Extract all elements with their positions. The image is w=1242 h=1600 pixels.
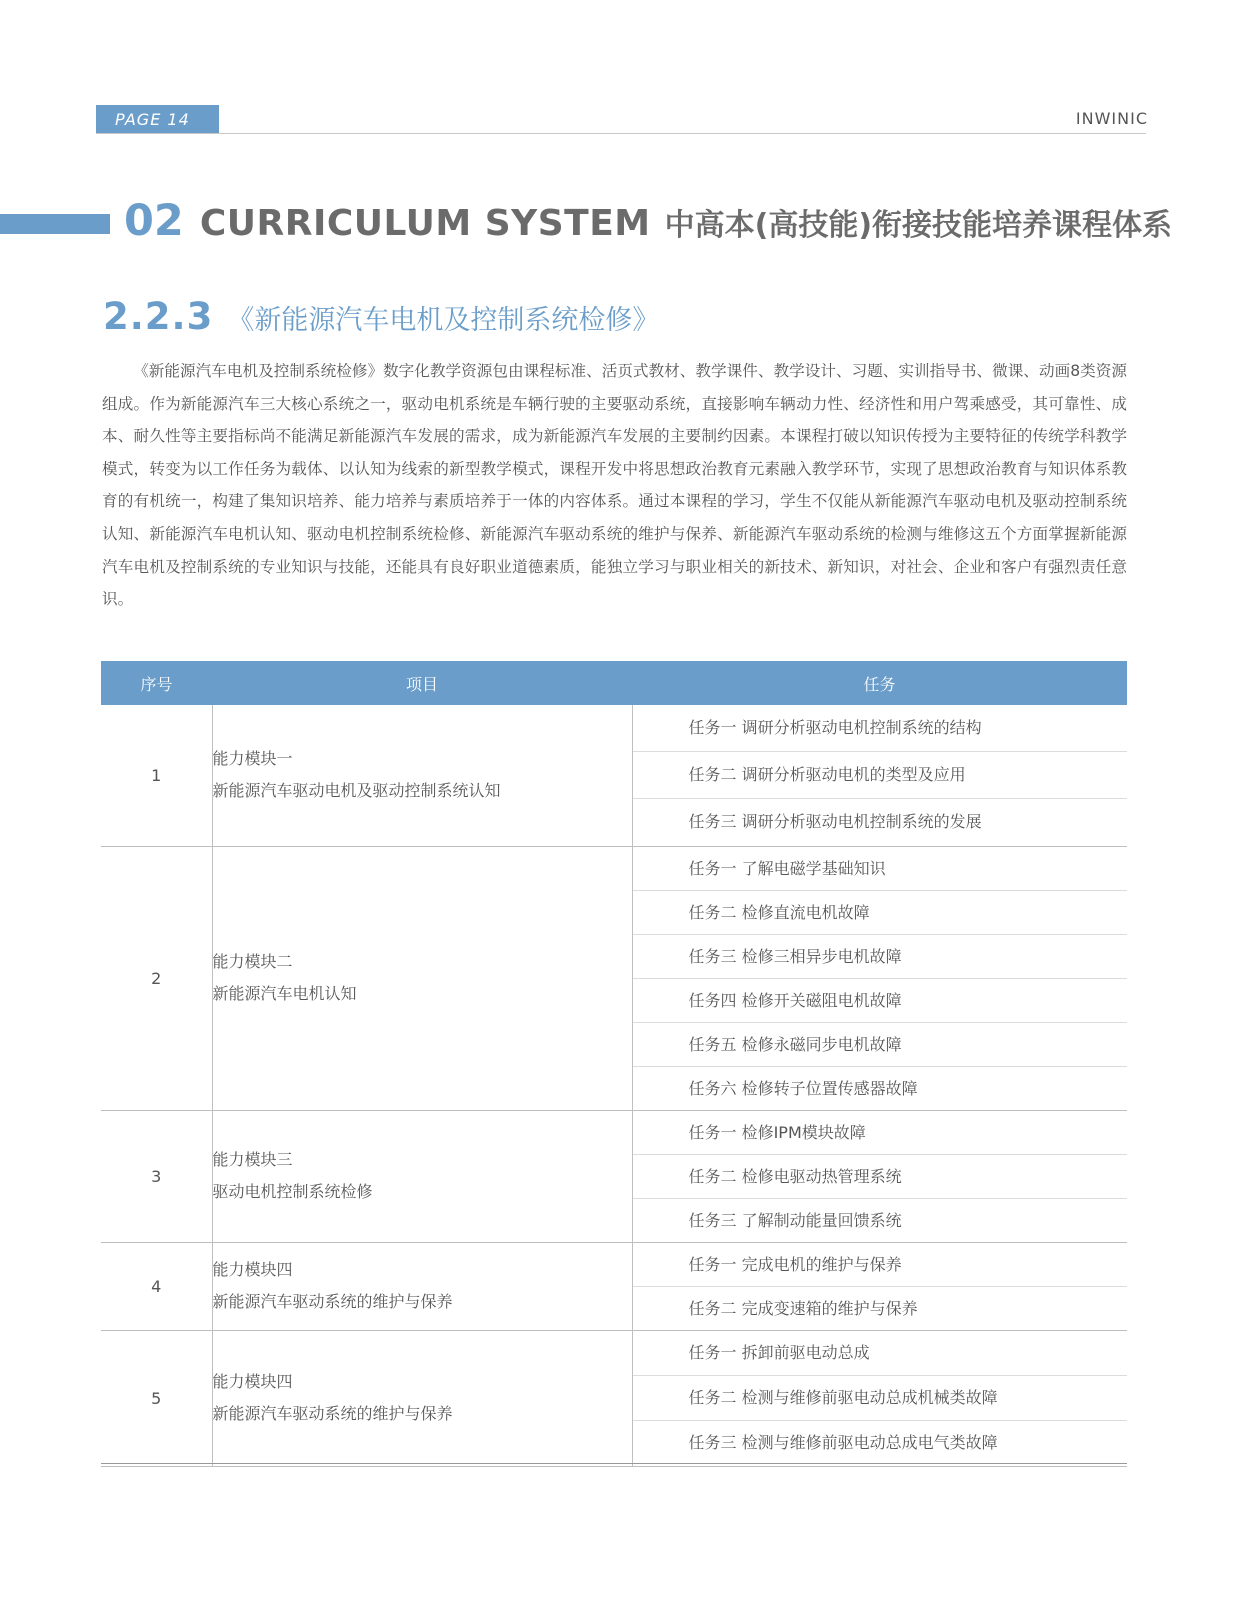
task-item: 任务三 检测与维修前驱电动总成电气类故障 [688, 1433, 998, 1453]
row-tasks [632, 1110, 1127, 1242]
task-item: 任务一 拆卸前驱电动总成 [633, 1331, 1128, 1376]
row-tasks [632, 705, 1127, 846]
module-label: 能力模块二 [212, 952, 293, 971]
section-title-en: CURRICULUM SYSTEM [199, 203, 651, 244]
task-item: 任务五 检修永磁同步电机故障 [633, 1023, 1128, 1067]
table-row [101, 1110, 1127, 1242]
row-project [212, 705, 632, 846]
subsection-number: 2.2.3 [103, 295, 214, 338]
section-number: 02 [124, 196, 184, 246]
table-bottom-rule [101, 1463, 1127, 1464]
row-tasks [632, 1330, 1127, 1466]
module-label: 能力模块四 [212, 1260, 293, 1279]
section-title [124, 196, 1172, 246]
row-number: 3 [101, 1110, 212, 1242]
header-num: 序号 [101, 661, 212, 705]
curriculum-table [101, 661, 1127, 1467]
header-tasks: 任务 [632, 661, 1127, 705]
module-name: 驱动电机控制系统检修 [212, 1182, 373, 1201]
intro-paragraph: 《新能源汽车电机及控制系统检修》数字化教学资源包由课程标准、活页式教材、教学课件、教学设计、习题、实训指导书、微课、动画8类资源组成。作为新能源汽车三大核心系统之一，驱动电机系统是车辆行驶的主要驱动系统，直接影响车辆动力性、经济性和用户驾乘感受，其可靠性、成本、耐久性等主要指标尚不能满足新能源汽车发展的需求，成为新能源汽车发展的主要制约因素。本课程打破以知识传授为主要特征的传统学科教学模式，转变为以工作任务为载体、以认知为线索的新型教学模式，课程开发中将思想政治教育元素融入教学环节，实现了思想政治教育与知识体系教育的有机统一，构建了集知识培养、能力培养与素质培养于一体的内容体系。通过本课程的学习，学生不仅能从新能源汽车驱动电机及驱动控制系统认知、新能源汽车电机认知、驱动电机控制系统检修、新能源汽车驱动系统的维护与保养、新能源汽车驱动系统的检测与维修这五个方面掌握新能源汽车电机及控制系统的专业知识与技能，还能具有良好职业道德素质，能独立学习与职业相关的新技术、新知识，对社会、企业和客户有强烈责任意识。 [102, 362, 1127, 609]
row-project [212, 1110, 632, 1242]
table-row [101, 846, 1127, 1110]
section-accent-bar [0, 214, 110, 234]
row-project [212, 1330, 632, 1466]
row-number: 4 [101, 1242, 212, 1330]
task-item: 任务二 检测与维修前驱电动总成机械类故障 [633, 1376, 1128, 1421]
task-item: 任务六 检修转子位置传感器故障 [688, 1078, 918, 1098]
header-project: 项目 [212, 661, 632, 705]
table-row [101, 705, 1127, 846]
module-name: 新能源汽车电机认知 [212, 984, 357, 1003]
module-label: 能力模块四 [212, 1372, 293, 1391]
row-project [212, 1242, 632, 1330]
module-name: 新能源汽车驱动电机及驱动控制系统认知 [212, 781, 501, 801]
row-number: 2 [101, 846, 212, 1110]
row-tasks [632, 1242, 1127, 1330]
task-item: 任务二 完成变速箱的维护与保养 [688, 1298, 918, 1318]
row-number: 5 [101, 1330, 212, 1466]
task-item: 任务二 调研分析驱动电机的类型及应用 [633, 752, 1128, 799]
task-item: 任务一 了解电磁学基础知识 [633, 847, 1128, 891]
task-item: 任务三 了解制动能量回馈系统 [688, 1210, 902, 1230]
row-number: 1 [101, 705, 212, 846]
task-item: 任务一 完成电机的维护与保养 [633, 1243, 1128, 1287]
subsection-text: 《新能源汽车电机及控制系统检修》 [227, 305, 660, 336]
page-number-tag: PAGE 14 [96, 105, 219, 134]
row-project [212, 846, 632, 1110]
module-name: 新能源汽车驱动系统的维护与保养 [212, 1292, 453, 1311]
table-header-row [101, 661, 1127, 705]
module-label: 能力模块一 [212, 749, 293, 769]
task-item: 任务三 调研分析驱动电机控制系统的发展 [688, 812, 982, 831]
brand-name: INWINIC [1075, 109, 1148, 128]
task-item: 任务二 检修电驱动热管理系统 [633, 1155, 1128, 1199]
module-name: 新能源汽车驱动系统的维护与保养 [212, 1404, 453, 1423]
task-item: 任务一 检修IPM模块故障 [633, 1111, 1128, 1155]
task-item: 任务一 调研分析驱动电机控制系统的结构 [633, 705, 1128, 752]
section-title-cn: 中高本(高技能)衔接技能培养课程体系 [664, 208, 1173, 243]
task-item: 任务二 检修直流电机故障 [633, 891, 1128, 935]
module-label: 能力模块三 [212, 1150, 293, 1169]
subsection-title [103, 295, 659, 338]
table-row [101, 1242, 1127, 1330]
task-item: 任务三 检修三相异步电机故障 [633, 935, 1128, 979]
task-item: 任务四 检修开关磁阻电机故障 [633, 979, 1128, 1023]
row-tasks [632, 846, 1127, 1110]
header-divider [96, 133, 1146, 134]
table-row [101, 1330, 1127, 1466]
